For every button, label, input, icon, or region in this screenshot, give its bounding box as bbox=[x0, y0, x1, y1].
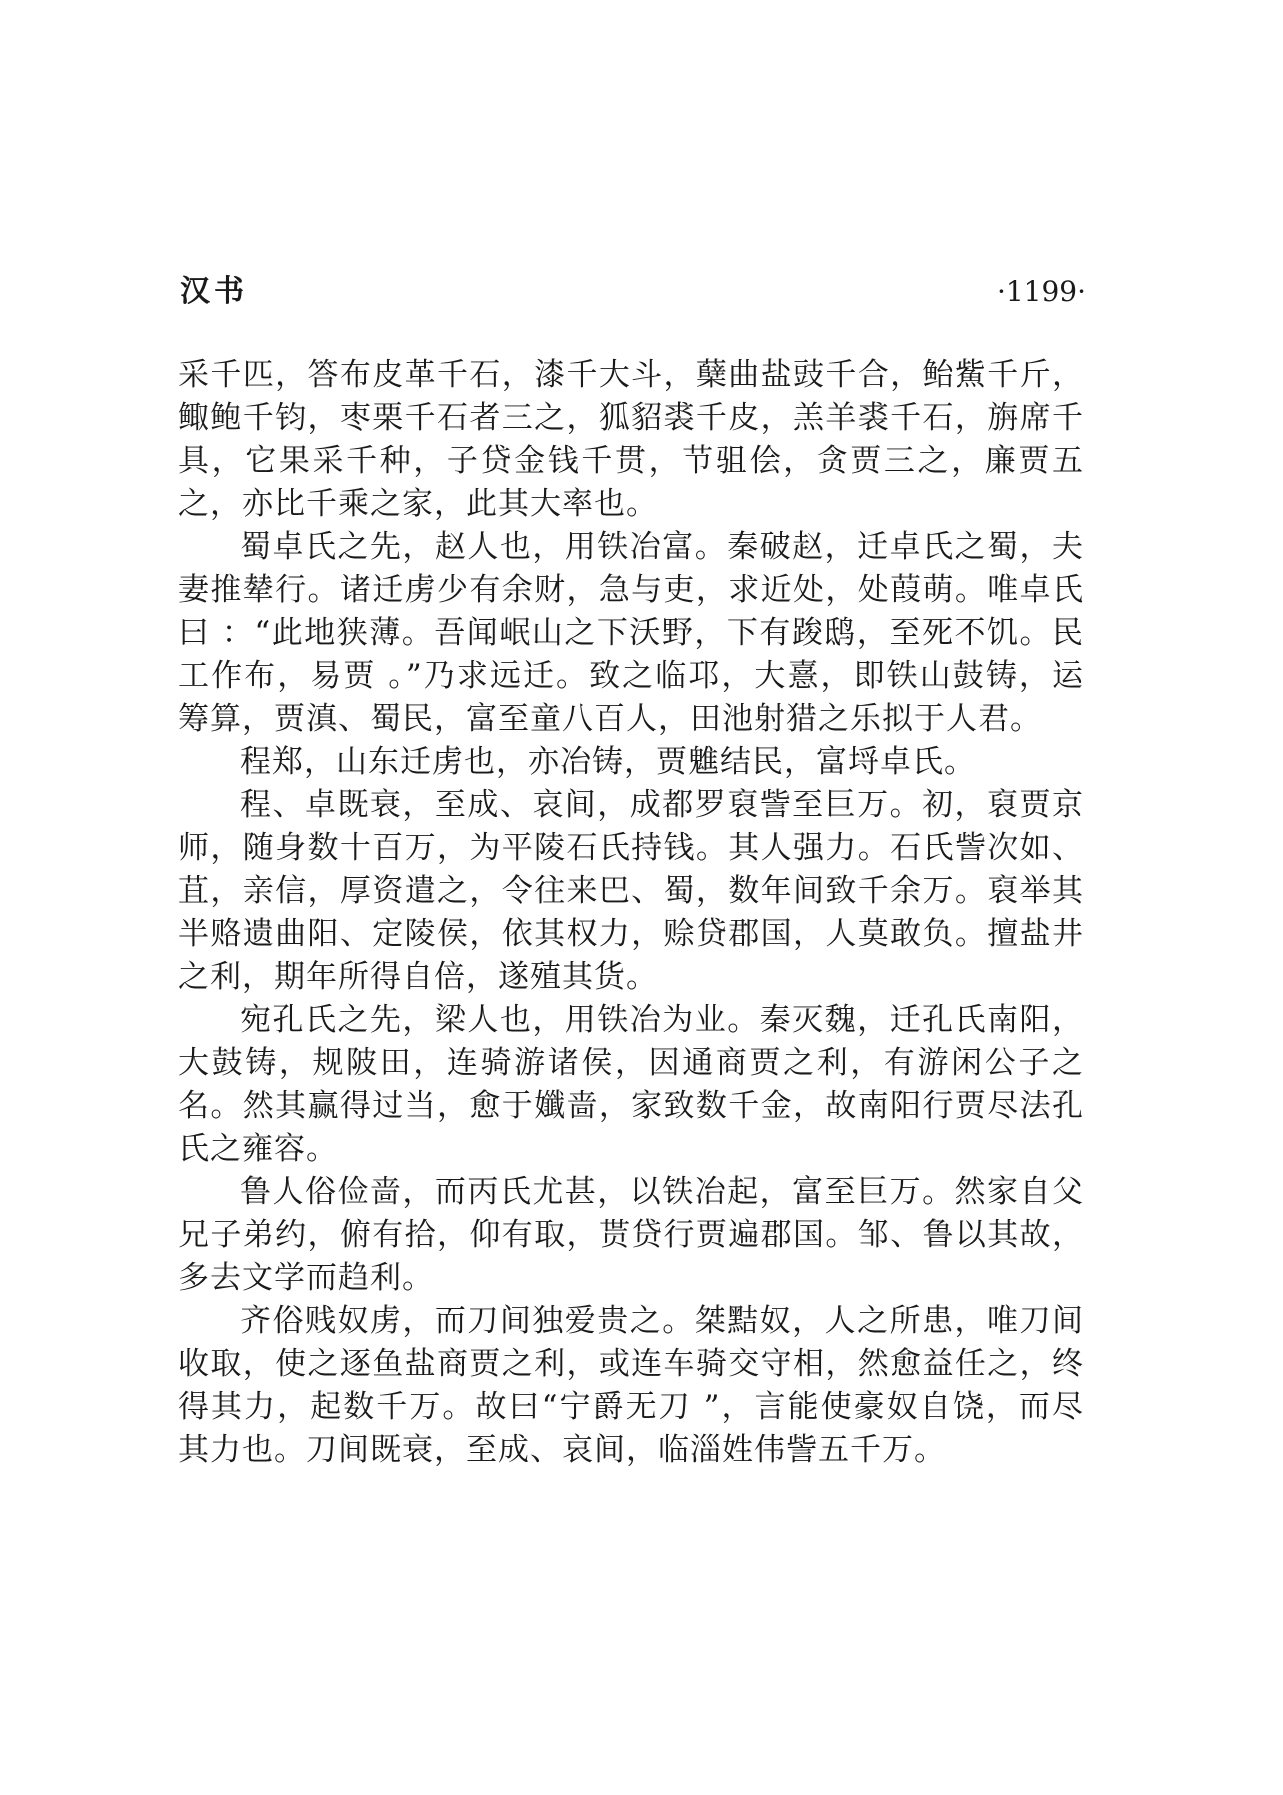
paragraph-7: 齐俗贱奴虏，而刀间独爱贵之。桀黠奴，人之所患，唯刀间收取，使之逐鱼盐商贾之利，或连车骑交守相，然愈益任之，终得其力，起数千万。故曰“宁爵无刀 ”，言能使豪奴自饶，而尽其力也。刀间既衰，至成、哀间，临淄姓伟訾五千万。 bbox=[178, 1303, 1084, 1468]
paragraph-3: 程郑，山东迁虏也，亦冶铸，贾魋结民，富埒卓氏。 bbox=[240, 744, 976, 780]
running-head bbox=[180, 272, 1086, 312]
paragraph-6: 鲁人俗俭啬，而丙氏尤甚，以铁冶起，富至巨万。然家自父兄子弟约，俯有拾，仰有取，贳贷行贾遍郡国。邹、鲁以其故，多去文学而趋利。 bbox=[178, 1174, 1084, 1296]
paragraph-2: 蜀卓氏之先，赵人也，用铁冶富。秦破赵，迁卓氏之蜀，夫妻推辇行。诸迁虏少有余财，急与吏，求近处，处葭萌。唯卓氏曰 ：“此地狭薄。吾闻岷山之下沃野，下有踆鸱，至死不饥。民工作布，易贾 。”乃求远迁。致之临邛，大憙，即铁山鼓铸，运筹算，贾滇、蜀民，富至童八百人，田池射猎之乐拟于人君。 bbox=[178, 529, 1084, 737]
body-text bbox=[178, 354, 1084, 1472]
page-number: ·1199· bbox=[996, 275, 1086, 308]
paragraph-5: 宛孔氏之先，梁人也，用铁冶为业。秦灭魏，迁孔氏南阳，大鼓铸，规陂田，连骑游诸侯，因通商贾之利，有游闲公子之名。然其赢得过当，愈于孅啬，家致数千金，故南阳行贾尽法孔氏之雍容。 bbox=[178, 1002, 1084, 1167]
paragraph-4: 程、卓既衰，至成、哀间，成都罗裒訾至巨万。初，裒贾京师，随身数十百万，为平陵石氏持钱。其人强力。石氏訾次如、苴，亲信，厚资遣之，令往来巴、蜀，数年间致千余万。裒举其半赂遗曲阳、定陵侯，依其权力，赊贷郡国，人莫敢负。擅盐井之利，期年所得自倍，遂殖其货。 bbox=[178, 787, 1084, 995]
book-title: 汉书 bbox=[180, 274, 248, 309]
paragraph-1: 采千匹，答布皮革千石，漆千大斗，蘖曲盐豉千合，鲐鮆千斤，鲰鲍千钧，枣栗千石者三之，狐貂裘千皮，羔羊裘千石，旃席千具，它果采千种，子贷金钱千贯，节驵侩，贪贾三之，廉贾五之，亦比千乘之家，此其大率也。 bbox=[178, 357, 1084, 522]
